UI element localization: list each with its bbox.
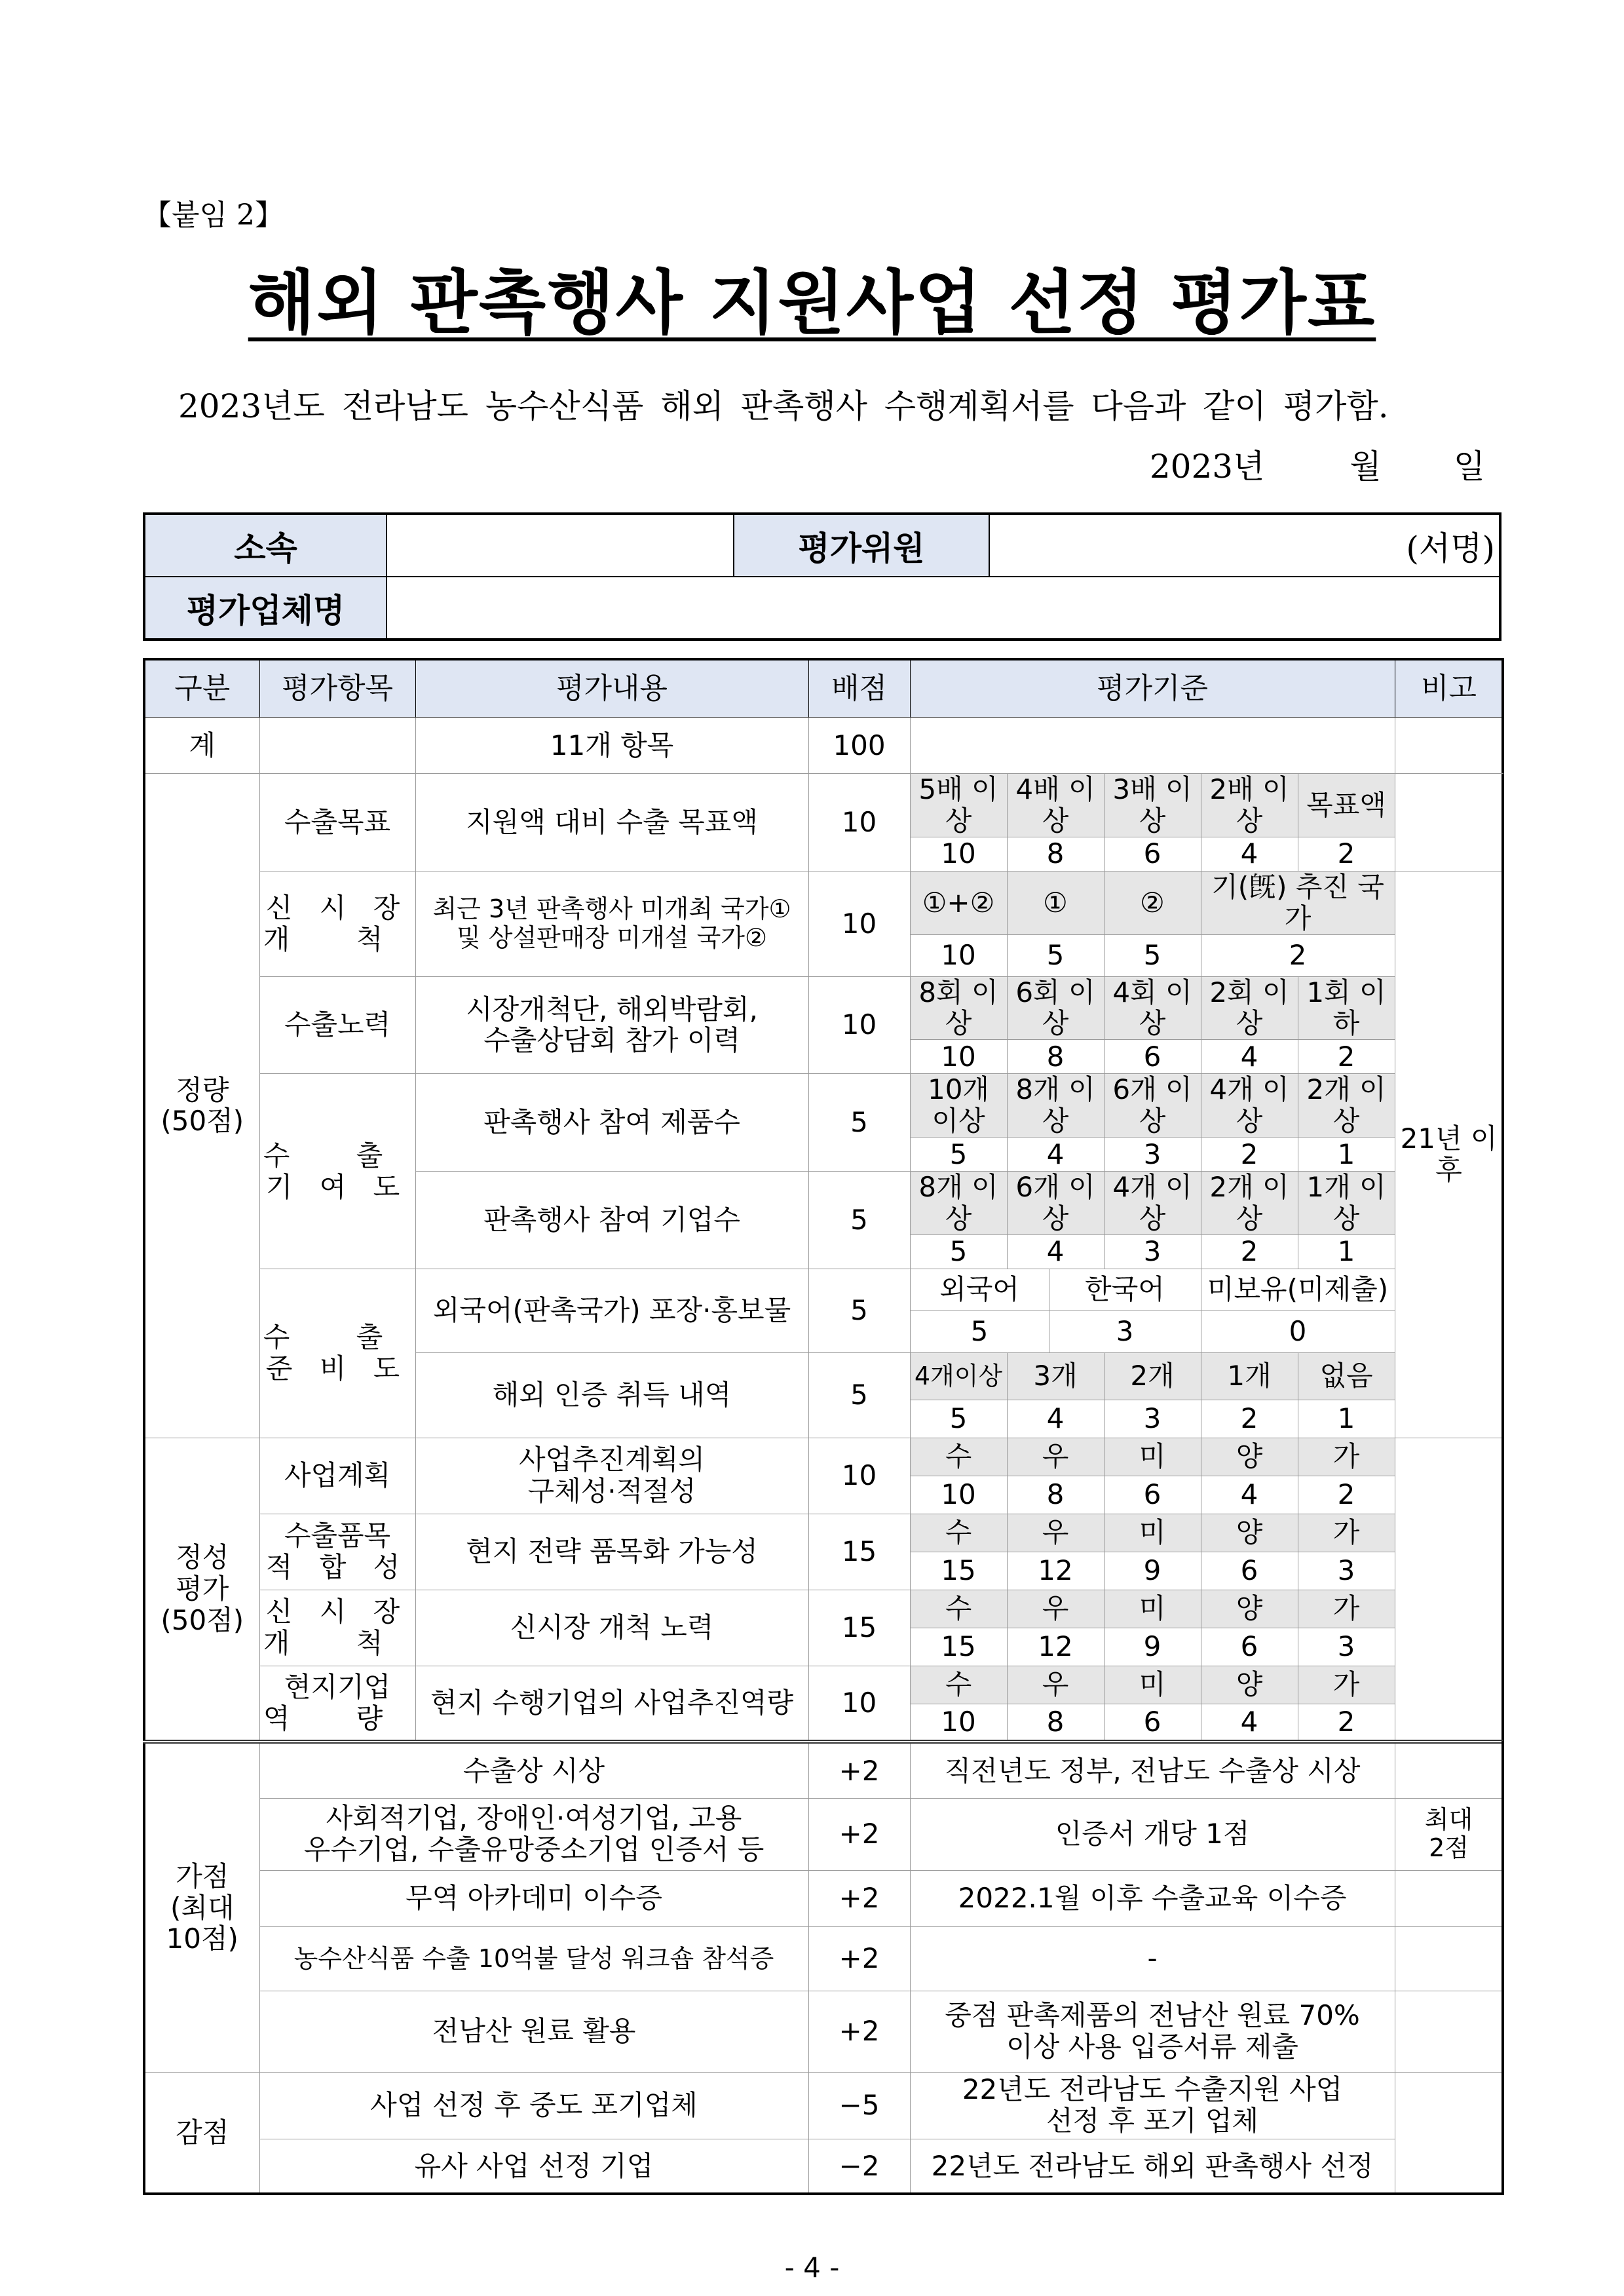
- bonus-remark: 최대 2점: [1395, 1798, 1503, 1870]
- score-cell: 6: [1104, 837, 1201, 871]
- page-title: 해외 판촉행사 지원사업 선정 평가표: [248, 263, 1376, 343]
- grade-cell: 양: [1201, 1438, 1298, 1476]
- score-cell: 4: [1201, 1704, 1298, 1742]
- score-cell: 0: [1201, 1311, 1395, 1352]
- score-cell: 3: [1049, 1311, 1201, 1352]
- criteria-cell: 6회 이상: [1007, 976, 1104, 1040]
- market-content: 신시장 개척 노력: [415, 1590, 808, 1666]
- company-field[interactable]: [387, 577, 1500, 640]
- score-cell: 3: [1104, 1234, 1201, 1269]
- total-content: 11개 항목: [415, 718, 808, 774]
- grade-cell: 미: [1104, 1590, 1201, 1628]
- score-cell: 5: [1104, 934, 1201, 976]
- signature-field[interactable]: (서명): [989, 514, 1500, 577]
- score-cell: 5: [910, 1311, 1049, 1352]
- attachment-label: 【붙임 2】: [143, 199, 284, 232]
- score-cell: 10: [910, 1704, 1007, 1742]
- quant-category: 정량 (50점): [144, 774, 259, 1438]
- score-cell: 2: [1298, 1040, 1395, 1074]
- score-cell: 2: [1201, 1138, 1298, 1172]
- criteria-cell: 5배 이상: [910, 774, 1007, 837]
- new-market-points: 10: [808, 871, 910, 976]
- grade-cell: 우: [1007, 1590, 1104, 1628]
- criteria-cell: 한국어: [1049, 1269, 1201, 1311]
- company-label: 평가업체명: [144, 577, 387, 640]
- market-points: 15: [808, 1590, 910, 1666]
- score-cell: 6: [1201, 1628, 1298, 1666]
- header-content: 평가내용: [415, 659, 808, 718]
- bonus-criteria: -: [910, 1926, 1395, 1991]
- score-cell: 4: [1007, 1234, 1104, 1269]
- score-cell: 4: [1201, 837, 1298, 871]
- criteria-cell: 8개 이상: [1007, 1074, 1104, 1138]
- score-cell: 2: [1201, 1400, 1298, 1438]
- grade-cell: 가: [1298, 1514, 1395, 1552]
- score-cell: 2: [1201, 934, 1395, 976]
- grade-cell: 가: [1298, 1590, 1395, 1628]
- penalty-criteria: 22년도 전라남도 수출지원 사업 선정 후 포기 업체: [910, 2072, 1395, 2139]
- contribution-item: 수 출 기 여 도: [259, 1074, 415, 1269]
- bonus-content: 무역 아카데미 이수증: [259, 1870, 808, 1926]
- bonus-criteria: 2022.1월 이후 수출교육 이수증: [910, 1870, 1395, 1926]
- criteria-cell: 6개 이상: [1007, 1172, 1104, 1235]
- grade-cell: 우: [1007, 1438, 1104, 1476]
- grade-cell: 우: [1007, 1666, 1104, 1704]
- criteria-cell: 8회 이상: [910, 976, 1007, 1040]
- score-cell: 5: [910, 1138, 1007, 1172]
- score-cell: 8: [1007, 1040, 1104, 1074]
- criteria-cell: 2배 이상: [1201, 774, 1298, 837]
- score-cell: 3: [1298, 1552, 1395, 1590]
- products-row: [144, 1074, 1503, 1138]
- score-cell: 2: [1298, 1476, 1395, 1514]
- evaluator-label: 평가위원: [734, 514, 989, 577]
- criteria-cell: 10개 이상: [910, 1074, 1007, 1138]
- affiliation-field[interactable]: [387, 514, 734, 577]
- market-item: 신 시 장 개 척: [259, 1590, 415, 1666]
- score-cell: 2: [1201, 1234, 1298, 1269]
- bonus-points: +2: [808, 1742, 910, 1798]
- local-content: 현지 수행기업의 사업추진역량: [415, 1666, 808, 1742]
- header-row: [144, 659, 1503, 718]
- criteria-cell: 미보유(미제출): [1201, 1269, 1395, 1311]
- total-points: 100: [808, 718, 910, 774]
- bonus-criteria: 중점 판촉제품의 전남산 원료 70% 이상 사용 입증서류 제출: [910, 1991, 1395, 2072]
- packaging-content: 외국어(판촉국가) 포장·홍보물: [415, 1269, 808, 1352]
- grade-cell: 수: [910, 1514, 1007, 1552]
- bonus-criteria: 직전년도 정부, 전남도 수출상 시상: [910, 1742, 1395, 1798]
- score-cell: 6: [1104, 1704, 1201, 1742]
- score-cell: 10: [910, 1476, 1007, 1514]
- penalty-points: −2: [808, 2139, 910, 2194]
- header-criteria: 평가기준: [910, 659, 1395, 718]
- bonus-row: [144, 1926, 1503, 1991]
- grade-cell: 미: [1104, 1438, 1201, 1476]
- criteria-cell: 3배 이상: [1104, 774, 1201, 837]
- companies-points: 5: [808, 1172, 910, 1269]
- score-cell: 15: [910, 1628, 1007, 1666]
- local-row: [144, 1666, 1503, 1704]
- local-item: 현지기업 역 량: [259, 1666, 415, 1742]
- score-cell: 2: [1298, 1704, 1395, 1742]
- score-cell: 9: [1104, 1628, 1201, 1666]
- bonus-content: 전남산 원료 활용: [259, 1991, 808, 2072]
- score-cell: 1: [1298, 1234, 1395, 1269]
- grade-cell: 양: [1201, 1590, 1298, 1628]
- grade-cell: 수: [910, 1438, 1007, 1476]
- criteria-cell: ①+②: [910, 871, 1007, 934]
- header-points: 배점: [808, 659, 910, 718]
- criteria-cell: 없음: [1298, 1352, 1395, 1400]
- plan-content: 사업추진계획의 구체성·적절성: [415, 1438, 808, 1514]
- plan-item: 사업계획: [259, 1438, 415, 1514]
- penalty-content: 유사 사업 선정 기업: [259, 2139, 808, 2194]
- export-effort-row: [144, 976, 1503, 1040]
- bonus-points: +2: [808, 1926, 910, 1991]
- criteria-cell: 3개: [1007, 1352, 1104, 1400]
- fitness-points: 15: [808, 1514, 910, 1590]
- score-cell: 5: [910, 1234, 1007, 1269]
- score-cell: 3: [1298, 1628, 1395, 1666]
- criteria-cell: 1개: [1201, 1352, 1298, 1400]
- bonus-criteria: 인증서 개당 1점: [910, 1798, 1395, 1870]
- total-label: 계: [144, 718, 259, 774]
- score-cell: 12: [1007, 1552, 1104, 1590]
- grade-cell: 미: [1104, 1666, 1201, 1704]
- score-cell: 6: [1104, 1476, 1201, 1514]
- local-points: 10: [808, 1666, 910, 1742]
- products-points: 5: [808, 1074, 910, 1172]
- score-cell: 1: [1298, 1400, 1395, 1438]
- bonus-row: [144, 1991, 1503, 2072]
- grade-cell: 수: [910, 1666, 1007, 1704]
- score-cell: 8: [1007, 1476, 1104, 1514]
- evaluator-info-table: [143, 512, 1501, 641]
- criteria-cell: 4개이상: [910, 1352, 1007, 1400]
- score-cell: 4: [1007, 1138, 1104, 1172]
- preparation-item: 수 출 준 비 도: [259, 1269, 415, 1438]
- penalty-points: −5: [808, 2072, 910, 2139]
- score-cell: 8: [1007, 837, 1104, 871]
- score-cell: 6: [1201, 1552, 1298, 1590]
- grade-cell: 가: [1298, 1438, 1395, 1476]
- criteria-cell: 2회 이상: [1201, 976, 1298, 1040]
- bonus-points: +2: [808, 1870, 910, 1926]
- market-row: [144, 1590, 1503, 1628]
- criteria-cell: 2개 이상: [1201, 1172, 1298, 1235]
- bonus-content: 사회적기업, 장애인·여성기업, 고용 우수기업, 수출유망중소기업 인증서 등: [259, 1798, 808, 1870]
- criteria-cell: 4배 이상: [1007, 774, 1104, 837]
- grade-cell: 우: [1007, 1514, 1104, 1552]
- grade-cell: 가: [1298, 1666, 1395, 1704]
- grade-cell: 양: [1201, 1514, 1298, 1552]
- criteria-cell: 기(旣) 추진 국가: [1201, 871, 1395, 934]
- companies-content: 판촉행사 참여 기업수: [415, 1172, 808, 1269]
- intro-text: 2023년도 전라남도 농수산식품 해외 판촉행사 수행계획서를 다음과 같이 평가함.: [178, 387, 1389, 425]
- penalty-row: [144, 2072, 1503, 2139]
- bonus-row: [144, 1742, 1503, 1798]
- total-row: [144, 718, 1503, 774]
- header-remarks: 비고: [1395, 659, 1503, 718]
- bonus-row: [144, 1870, 1503, 1926]
- score-cell: 1: [1298, 1138, 1395, 1172]
- grade-cell: 수: [910, 1590, 1007, 1628]
- criteria-cell: 2개: [1104, 1352, 1201, 1400]
- criteria-cell: 목표액: [1298, 774, 1395, 837]
- bonus-points: +2: [808, 1991, 910, 2072]
- criteria-cell: 외국어: [910, 1269, 1049, 1311]
- grade-cell: 양: [1201, 1666, 1298, 1704]
- criteria-cell: ①: [1007, 871, 1104, 934]
- fitness-content: 현지 전략 품목화 가능성: [415, 1514, 808, 1590]
- criteria-cell: 4개 이상: [1201, 1074, 1298, 1138]
- export-target-points: 10: [808, 774, 910, 871]
- quant-remark: 21년 이후: [1395, 871, 1503, 1438]
- penalty-category: 감점: [144, 2072, 259, 2194]
- score-cell: 5: [1007, 934, 1104, 976]
- score-cell: 4: [1201, 1040, 1298, 1074]
- bonus-row: [144, 1798, 1503, 1870]
- criteria-cell: 1개 이상: [1298, 1172, 1395, 1235]
- score-cell: 10: [910, 1040, 1007, 1074]
- plan-points: 10: [808, 1438, 910, 1514]
- bonus-points: +2: [808, 1798, 910, 1870]
- grade-cell: 미: [1104, 1514, 1201, 1552]
- score-cell: 6: [1104, 1040, 1201, 1074]
- score-cell: 10: [910, 934, 1007, 976]
- score-cell: 5: [910, 1400, 1007, 1438]
- page-number: - 4 -: [784, 2251, 840, 2284]
- fitness-item: 수출품목 적 합 성: [259, 1514, 415, 1590]
- score-cell: 9: [1104, 1552, 1201, 1590]
- affiliation-label: 소속: [144, 514, 387, 577]
- packaging-points: 5: [808, 1269, 910, 1352]
- score-cell: 12: [1007, 1628, 1104, 1666]
- penalty-row: [144, 2139, 1503, 2194]
- header-item: 평가항목: [259, 659, 415, 718]
- bonus-content: 수출상 시상: [259, 1742, 808, 1798]
- evaluation-table: [143, 658, 1504, 2195]
- header-category: 구분: [144, 659, 259, 718]
- criteria-cell: 2개 이상: [1298, 1074, 1395, 1138]
- criteria-cell: 1회 이하: [1298, 976, 1395, 1040]
- score-cell: 8: [1007, 1704, 1104, 1742]
- new-market-content: 최근 3년 판촉행사 미개최 국가① 및 상설판매장 미개설 국가②: [415, 871, 808, 976]
- export-target-content: 지원액 대비 수출 목표액: [415, 774, 808, 871]
- score-cell: 4: [1201, 1476, 1298, 1514]
- criteria-cell: 6개 이상: [1104, 1074, 1201, 1138]
- criteria-cell: 8개 이상: [910, 1172, 1007, 1235]
- fitness-row: [144, 1514, 1503, 1552]
- export-target-item: 수출목표: [259, 774, 415, 871]
- packaging-row: [144, 1269, 1503, 1311]
- score-cell: 3: [1104, 1138, 1201, 1172]
- certification-content: 해외 인증 취득 내역: [415, 1352, 808, 1438]
- score-cell: 2: [1298, 837, 1395, 871]
- qual-category: 정성 평가 (50점): [144, 1438, 259, 1742]
- criteria-cell: 4회 이상: [1104, 976, 1201, 1040]
- score-cell: 15: [910, 1552, 1007, 1590]
- date-line: 2023년 월 일: [1149, 448, 1485, 486]
- score-cell: 4: [1007, 1400, 1104, 1438]
- export-effort-content: 시장개척단, 해외박람회, 수출상담회 참가 이력: [415, 976, 808, 1074]
- new-market-item: 신 시 장 개 척: [259, 871, 415, 976]
- export-effort-item: 수출노력: [259, 976, 415, 1074]
- new-market-row: [144, 871, 1503, 934]
- penalty-criteria: 22년도 전라남도 해외 판촉행사 선정: [910, 2139, 1395, 2194]
- export-effort-points: 10: [808, 976, 910, 1074]
- bonus-category: 가점 (최대 10점): [144, 1742, 259, 2072]
- plan-row: [144, 1438, 1503, 1476]
- score-cell: 3: [1104, 1400, 1201, 1438]
- criteria-cell: ②: [1104, 871, 1201, 934]
- export-target-row: [144, 774, 1503, 837]
- certification-points: 5: [808, 1352, 910, 1438]
- score-cell: 10: [910, 837, 1007, 871]
- bonus-content: 농수산식품 수출 10억불 달성 워크숍 참석증: [259, 1926, 808, 1991]
- penalty-content: 사업 선정 후 중도 포기업체: [259, 2072, 808, 2139]
- products-content: 판촉행사 참여 제품수: [415, 1074, 808, 1172]
- criteria-cell: 4개 이상: [1104, 1172, 1201, 1235]
